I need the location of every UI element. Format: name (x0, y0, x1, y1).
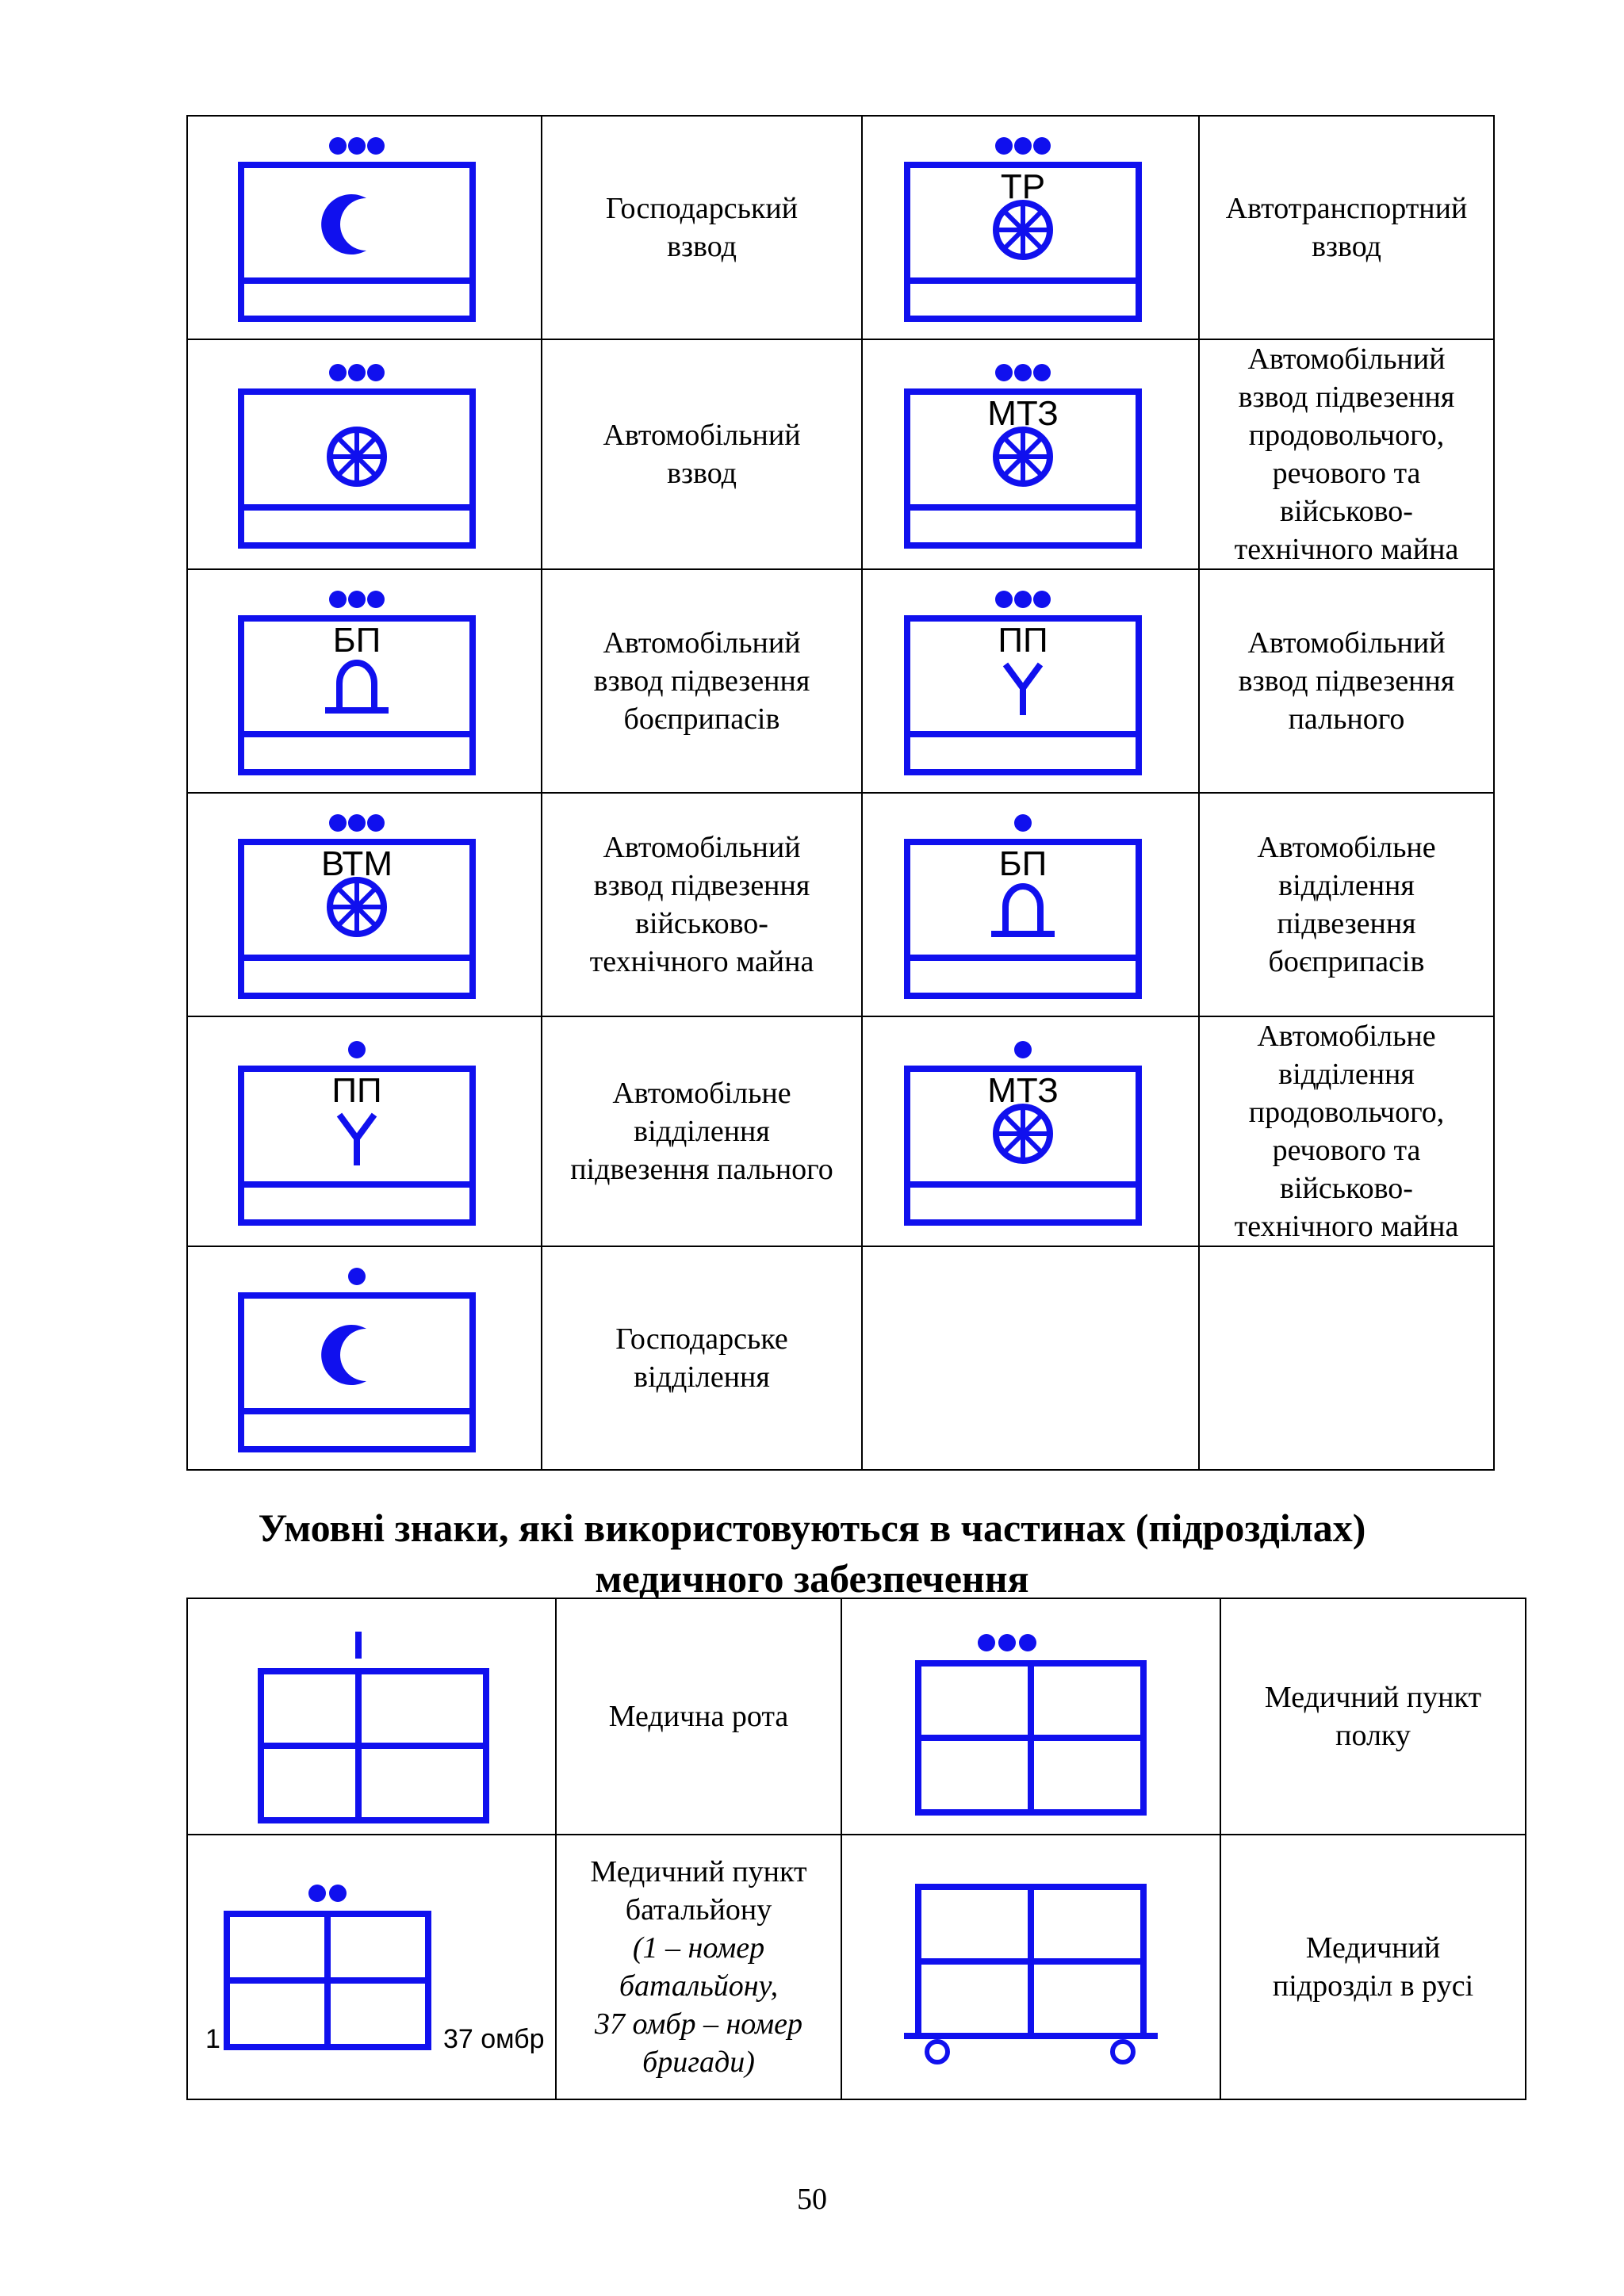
echelon-dot (367, 814, 385, 832)
symbol-cell (862, 569, 1199, 793)
desc-line: підвезення (1277, 907, 1416, 940)
symbol-description (542, 793, 862, 1016)
desc-line: продовольчого, (1248, 419, 1445, 452)
desc-line: взвод (1312, 230, 1381, 263)
desc-note-line: 37 омбр – номер (595, 2007, 802, 2041)
unit-symbol (904, 355, 1158, 553)
echelon-dot (1014, 591, 1032, 608)
ammo-icon (325, 663, 389, 710)
medical-company-desc (556, 1598, 841, 1835)
desc-line: підрозділ в русі (1272, 1969, 1474, 2003)
desc-line: Автомобільне (1257, 831, 1436, 864)
desc-line: батальйону (625, 1893, 772, 1927)
unit-symbol (238, 582, 492, 780)
fuel-icon (1005, 664, 1040, 715)
symbol-cell (187, 339, 542, 569)
unit-symbol (904, 1032, 1158, 1230)
echelon-dot (1033, 364, 1051, 381)
regiment-medical-point-symbol (904, 1609, 1158, 1823)
echelon-dot (1033, 591, 1051, 608)
wheel-icon (996, 1107, 1050, 1161)
symbol-cell (862, 116, 1199, 339)
crescent-icon (321, 194, 366, 254)
medical-company-symbol (245, 1609, 499, 1823)
symbol-description (1199, 339, 1494, 569)
echelon-dot (1014, 137, 1032, 155)
desc-line: боєприпасів (1268, 945, 1425, 978)
section-heading-line-1: Умовні знаки, які використовуються в частинах (підрозділах) (258, 1506, 1366, 1550)
desc-line: пального (1288, 702, 1405, 736)
table-row (187, 116, 1494, 339)
unit-symbol (238, 806, 492, 1004)
regiment-medical-point-symbol-cell (841, 1598, 1220, 1835)
wheel-icon (330, 430, 384, 484)
symbol-cell (187, 116, 542, 339)
section-heading (0, 1502, 1624, 1604)
desc-note-line: батальйону, (619, 1969, 779, 2003)
symbol-cell (862, 1016, 1199, 1246)
symbol-cell (187, 1246, 542, 1470)
symbol-label: БП (332, 621, 381, 660)
battalion-number: 1 (205, 2024, 220, 2054)
symbol-label: МТЗ (986, 394, 1059, 433)
echelon-dot (367, 137, 385, 155)
unit-symbol (238, 1259, 492, 1457)
symbol-description (542, 569, 862, 793)
regiment-medical-point-desc (1220, 1598, 1526, 1835)
table-row (187, 339, 1494, 569)
desc-line: відділення (1278, 1058, 1415, 1091)
echelon-dot (1014, 814, 1032, 832)
table-row (187, 1016, 1494, 1246)
page-number: 50 (797, 2183, 827, 2216)
symbol-cell (862, 793, 1199, 1016)
wheel-circle (927, 2042, 948, 2062)
moving-medical-unit-desc (1220, 1835, 1526, 2099)
echelon-dot (329, 137, 347, 155)
desc-line: Медична рота (608, 1700, 789, 1733)
desc-line: Автомобільний (603, 626, 801, 660)
echelon-dot (329, 814, 347, 832)
desc-note-line: бригади) (642, 2045, 755, 2079)
desc-line: військово- (635, 907, 768, 940)
echelon-dot (1014, 364, 1032, 381)
symbol-description (1199, 116, 1494, 339)
symbol-description (1199, 569, 1494, 793)
desc-line: взвод підвезення (593, 664, 810, 698)
symbol-label: ПП (331, 1071, 382, 1110)
moving-medical-unit-symbol-cell (841, 1835, 1220, 2099)
desc-line: Автомобільний (1247, 626, 1446, 660)
empty-cell (1199, 1246, 1494, 1470)
unit-symbol (904, 128, 1158, 327)
logistics-symbols-table (186, 115, 1495, 1471)
desc-line: Господарський (605, 192, 799, 225)
desc-line: Автомобільний (1247, 342, 1446, 376)
desc-line: взвод підвезення (593, 869, 810, 902)
echelon-dot (348, 814, 366, 832)
symbol-description (542, 339, 862, 569)
echelon-dot (1014, 1041, 1032, 1058)
echelon-dot (995, 137, 1013, 155)
wheel-circle (1113, 2042, 1133, 2062)
symbol-label: ПП (997, 621, 1048, 660)
desc-line: взвод підвезення (1238, 664, 1455, 698)
symbol-description (1199, 1016, 1494, 1246)
desc-line: військово- (1280, 495, 1413, 528)
desc-line: Автомобільний (603, 831, 801, 864)
desc-line: технічного майна (589, 945, 814, 978)
desc-note-line: (1 – номер (632, 1931, 765, 1965)
echelon-dot (329, 364, 347, 381)
echelon-dot (348, 364, 366, 381)
echelon-dot (348, 591, 366, 608)
moving-medical-unit-symbol (904, 1860, 1158, 2074)
desc-line: речового та (1272, 1134, 1421, 1167)
unit-symbol (904, 806, 1158, 1004)
symbol-description (542, 116, 862, 339)
desc-line: боєприпасів (623, 702, 780, 736)
wheel-icon (330, 880, 384, 934)
echelon-dot (348, 1041, 366, 1058)
unit-symbol (904, 582, 1158, 780)
desc-line: речового та (1272, 457, 1421, 490)
desc-line: відділення (634, 1115, 770, 1148)
symbol-cell (862, 339, 1199, 569)
echelon-dot (367, 591, 385, 608)
desc-line: Автомобільне (1257, 1020, 1436, 1053)
desc-line: полку (1335, 1719, 1411, 1752)
section-heading-line-2: медичного забезпечення (595, 1556, 1029, 1601)
echelon-dot (348, 1268, 366, 1285)
symbol-label: ТР (1000, 167, 1045, 206)
medical-symbols-table (186, 1598, 1526, 2100)
desc-line: підвезення пального (570, 1153, 833, 1186)
desc-line: військово- (1280, 1172, 1413, 1205)
desc-line: Автомобільне (612, 1077, 791, 1110)
echelon-dot (995, 591, 1013, 608)
symbol-description (542, 1016, 862, 1246)
symbol-cell (187, 1016, 542, 1246)
desc-line: відділення (1278, 869, 1415, 902)
desc-line: Господарське (615, 1322, 788, 1356)
echelon-dot (348, 137, 366, 155)
crescent-icon (321, 1325, 366, 1385)
desc-line: технічного майна (1234, 1210, 1459, 1243)
fuel-icon (339, 1115, 374, 1165)
medical-company-symbol-cell (187, 1598, 556, 1835)
symbol-cell (187, 793, 542, 1016)
desc-line: взвод підвезення (1238, 381, 1455, 414)
echelon-dot (1033, 137, 1051, 155)
unit-symbol (238, 128, 492, 327)
table-row (187, 793, 1494, 1016)
desc-line: Автотранспортний (1225, 192, 1468, 225)
desc-line: Медичний (1305, 1931, 1441, 1965)
symbol-description (1199, 793, 1494, 1016)
table-row (187, 1246, 1494, 1470)
battalion-medical-point-symbol (224, 1860, 477, 2074)
symbol-description (542, 1246, 862, 1470)
battalion-medical-point-desc (556, 1835, 841, 2099)
wheel-icon (996, 430, 1050, 484)
symbol-cell (187, 569, 542, 793)
desc-line: технічного майна (1234, 533, 1459, 566)
battalion-medical-point-symbol-cell (187, 1835, 556, 2099)
desc-line: відділення (634, 1360, 770, 1394)
symbol-label: МТЗ (986, 1071, 1059, 1110)
echelon-dot (367, 364, 385, 381)
desc-line: взвод (667, 457, 737, 490)
echelon-dot (995, 364, 1013, 381)
unit-symbol (238, 355, 492, 553)
brigade-number: 37 омбр (443, 2024, 545, 2054)
table-row (187, 569, 1494, 793)
desc-line: Медичний пункт (590, 1855, 807, 1888)
desc-line: взвод (667, 230, 737, 263)
symbol-label: БП (998, 844, 1047, 883)
ammo-icon (991, 886, 1055, 934)
echelon-dot (329, 591, 347, 608)
symbol-cell (862, 1246, 1199, 1470)
unit-symbol (238, 1032, 492, 1230)
wheel-icon (996, 203, 1050, 257)
desc-line: продовольчого, (1248, 1096, 1445, 1129)
desc-line: Медичний пункт (1264, 1681, 1482, 1714)
symbol-label: ВТМ (320, 844, 393, 883)
desc-line: Автомобільний (603, 419, 801, 452)
